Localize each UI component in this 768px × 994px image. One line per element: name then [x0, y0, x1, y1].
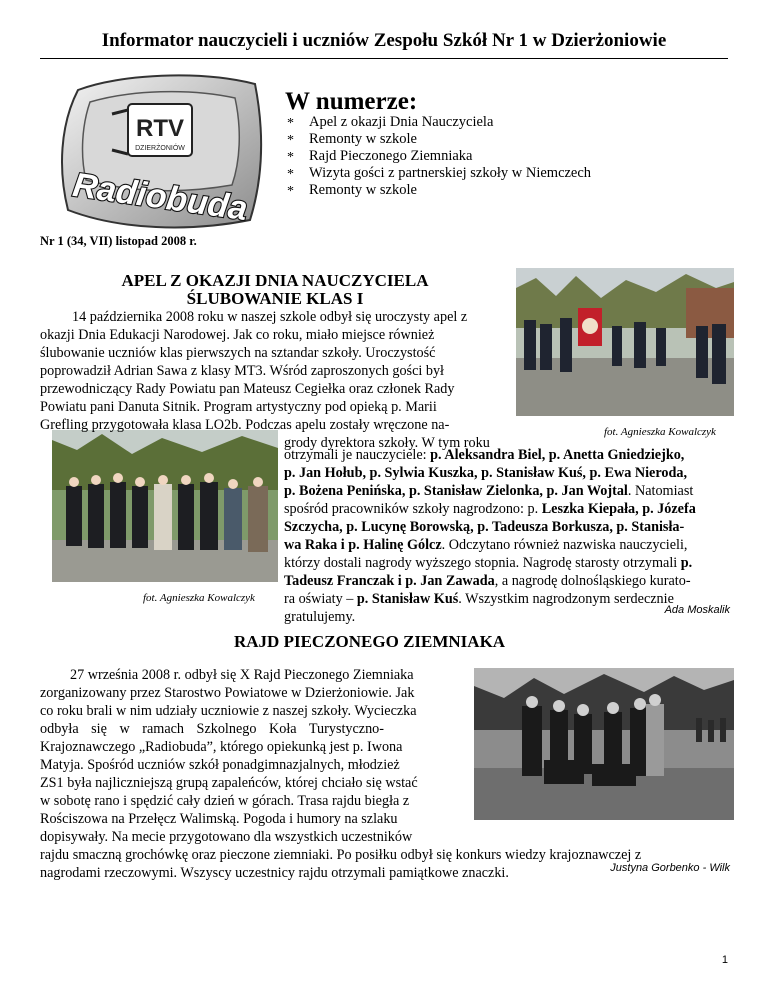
- article2-line: co roku brali w nim udziały uczniowie z naszej szkoły. Wycieczka: [40, 703, 417, 719]
- contents-item: * Remonty w szkole: [285, 131, 591, 148]
- article2-line: w sobotę rano i spędzić cały dzień w górach. Trasa rajdu biegła z: [40, 793, 410, 809]
- contents-list: [285, 114, 591, 199]
- issue-number: Nr 1 (34, VII) listopad 2008 r.: [40, 234, 197, 248]
- page-number: 1: [721, 954, 728, 966]
- article1-line: ślubowanie uczniów klas pierwszych na sztandar szkoły. Uroczystość: [40, 345, 436, 361]
- article2-line: Krajoznawczego „Radiobuda”, którego opiekunką jest p. Iwona: [40, 739, 403, 755]
- article2-line: Matyja. Spośród uczniów szkół ponadgimnazjalnych, młodzież: [40, 757, 400, 773]
- article1-text: . Natomiast: [627, 483, 694, 499]
- article1-names: p. Jan Hołub, p. Sylwia Kuszka, p. Stanisław Kuś, p. Ewa Nieroda,: [284, 465, 688, 481]
- article1-body-top: [40, 308, 534, 452]
- article1-title-line1: APEL Z OKAZJI DNIA NAUCZYCIELA: [121, 271, 429, 290]
- contents-title: W numerze:: [285, 88, 418, 115]
- logo-city-text: DZIERŻONIÓW: [135, 145, 185, 152]
- article1-title: [100, 272, 450, 308]
- photo2-caption: fot. Agnieszka Kowalczyk: [143, 592, 255, 604]
- article1-names: Szczycha, p. Lucynę Borowską, p. Tadeusza Borkusza, p. Stanisła-: [284, 519, 685, 535]
- article1-line: poprowadził Adrian Sawa z klasy MT3. Wśród zaproszonych gości był: [40, 363, 444, 379]
- article1-names: p.: [680, 555, 693, 571]
- article1-names: p. Stanisław Kuś: [356, 591, 459, 607]
- article1-line: Grefling przygotowała klasa LO2b. Podczas apelu zostały wręczone na-: [40, 417, 450, 433]
- article1-line: Powiatu pani Danuta Sitnik. Program artystyczny pod opieką p. Marii: [40, 399, 437, 415]
- article2-line: dopisywały. Na mecie przygotowano dla wszystkich uczestników: [40, 829, 413, 845]
- article2-line: Rościszowa na Przełęcz Walimską. Pogoda i humory na szlaku: [40, 811, 398, 827]
- article2-title: RAJD PIECZONEGO ZIEMNIAKA: [234, 632, 506, 651]
- article2-line: nagrodami rzeczowymi. Wszyscy uczestnicy rajdu otrzymali pamiątkowe znaczki.: [40, 865, 509, 881]
- contents-item: * Rajd Pieczonego Ziemniaka: [285, 148, 591, 165]
- logo-radiobuda-text: Radiobuda: [70, 165, 250, 229]
- article1-photo-ceremony: [516, 268, 734, 416]
- photo1-caption: fot. Agnieszka Kowalczyk: [604, 426, 716, 438]
- article1-author: Ada Moskalik: [664, 604, 730, 616]
- newsletter-header: Informator nauczycieli i uczniów Zespołu Szkół Nr 1 w Dzierżoniowie: [40, 30, 728, 59]
- article1-names: p. Aleksandra Biel, p. Anetta Gniedziejko,: [430, 447, 685, 463]
- article1-text: otrzymali je nauczyciele:: [284, 447, 431, 463]
- article1-text: . Wszystkim nagrodzonym serdecznie: [458, 591, 674, 607]
- article1-text: spośród pracowników szkoły nagrodzono: p.: [284, 501, 542, 517]
- contents-item: * Apel z okazji Dnia Nauczyciela: [285, 114, 591, 131]
- article1-names: p. Bożena Penińska, p. Stanisław Zielonka, p. Jan Wojtal: [284, 483, 628, 499]
- radiobuda-logo: [50, 70, 272, 235]
- article1-names: wa Raka i p. Halinę Gólcz: [284, 537, 442, 553]
- contents-item: * Remonty w szkole: [285, 182, 591, 199]
- article1-names: Leszka Kiepała, p. Józefa: [541, 501, 696, 517]
- article1-title-line2: ŚLUBOWANIE KLAS I: [186, 289, 364, 308]
- article1-names: Tadeusz Franczak i p. Jan Zawada: [284, 573, 495, 589]
- article2-line: ZS1 była najliczniejszą grupą zapaleńców, której chciało się wstać: [40, 775, 418, 791]
- article1-photo-guests: [52, 430, 278, 582]
- article1-text: ra oświaty –: [284, 591, 357, 607]
- article1-body-side: [284, 446, 732, 626]
- article1-line: 14 października 2008 roku w naszej szkole odbył się uroczysty apel z: [72, 309, 468, 325]
- article2-line: rajdu smaczną grochówkę oraz pieczone ziemniaki. Po posiłku odbył się konkurs wiedzy krajoznawczej z: [40, 847, 642, 863]
- article2-body: [40, 666, 732, 882]
- contents-item: * Wizyta gości z partnerskiej szkoły w Niemczech: [285, 165, 591, 182]
- article2-line: 27 września 2008 r. odbył się X Rajd Pieczonego Ziemniaka: [70, 667, 414, 683]
- article1-text: , a nagrodę dolnośląskiego kurato-: [494, 573, 691, 589]
- article1-line: okazji Dnia Edukacji Narodowej. Jak co roku, miało miejsce również: [40, 327, 435, 343]
- logo-rtv-text: RTV: [136, 115, 184, 142]
- article1-line: przewodniczący Rady Powiatu pan Mateusz Cegiełka oraz członek Rady: [40, 381, 455, 397]
- article2-line: odbyła się w ramach Szkolnego Koła Turystyczno-: [40, 721, 385, 737]
- article1-text: gratulujemy.: [284, 609, 356, 625]
- article1-text: którzy dostali nagrody wyższego stopnia. Nagrodę starosty otrzymali: [284, 555, 681, 571]
- article1-line: grody dyrektora szkoły. W tym roku: [284, 435, 490, 451]
- article2-line: zorganizowany przez Starostwo Powiatowe w Dzierżoniowie. Jak: [40, 685, 415, 701]
- article1-text: . Odczytano również nazwiska nauczycieli,: [441, 537, 688, 553]
- article2-author: Justyna Gorbenko - Wilk: [610, 862, 730, 874]
